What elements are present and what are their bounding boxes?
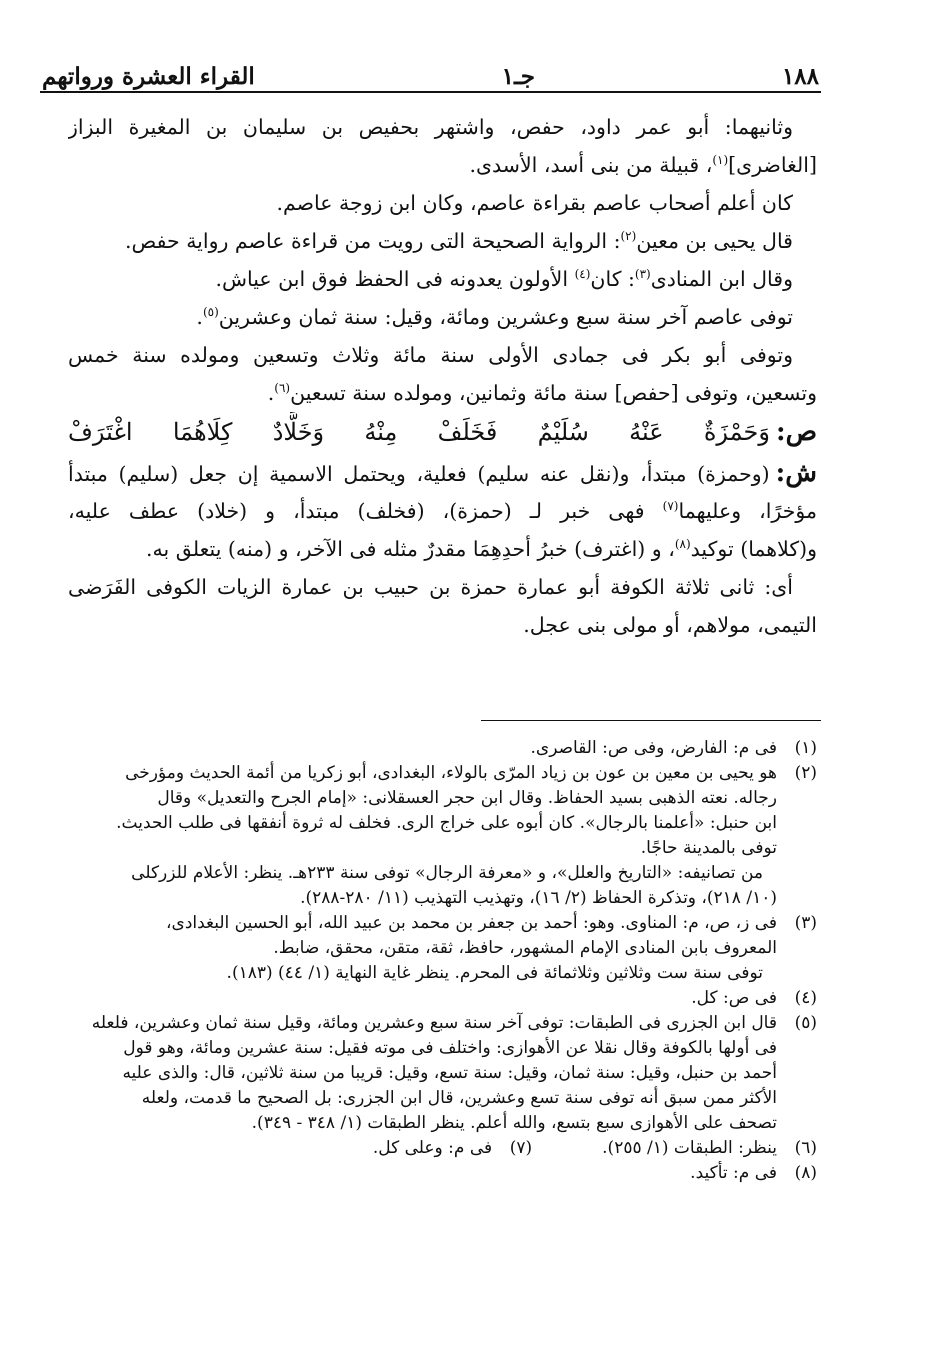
footnote-text: أحمد بن حنبل، وقيل: سنة ثمان، وقيل: سنة تسع، وقيل: قريبا من سنة ثلاثين، قال: والذى عليه [122,1063,777,1083]
footnote-ref: (٦) [274,381,291,396]
page-number: ١٨٨ [781,63,819,90]
footnote-text: ابن حنبل: «أعلمنا بالرجال». كان أبوه على خراج الرى. فخلف له ثروة أنفقها فى طلب الحديث. [116,813,777,833]
running-title: القراء العشرة ورواتهم [42,63,255,90]
text-line [68,336,817,374]
text-line [68,454,817,492]
footnote-ref: (٨) [674,537,691,552]
header-rule [40,91,821,93]
footnote [68,761,817,911]
footnote [68,1011,817,1136]
text: قال يحيى بن معين [636,229,793,253]
footnote-number: (٧) [509,1138,533,1158]
text: وتوفى أبو بكر فى جمادى الأولى سنة مائة وثلاث وتسعين ومولده سنة خمس [68,343,793,367]
volume-label: جـ١ [501,63,535,90]
page-header [42,50,819,90]
text-line [68,146,817,184]
footnote-number: (٥) [794,1013,817,1033]
main-text [68,108,817,644]
footnote-number: (٦) [794,1138,817,1158]
text: أى: ثانى ثلاثة الكوفة أبو عمارة حمزة بن حبيب بن عمارة الزيات الكوفى الفَرَضى [68,575,793,599]
text-line [68,606,817,644]
text: . [196,305,203,329]
text-line [68,184,817,222]
footnote-text: توفى بالمدينة حاجًا. [640,838,777,858]
text-line [68,492,817,530]
footnote [68,911,817,986]
text: مؤخرًا، وعليهما [678,499,817,523]
footnote-rule [481,720,821,721]
footnote [68,736,817,761]
text-line [68,222,817,260]
text: ، و (اغترف) خبرُ أحدِهِمَا مقدرٌ مثله فى الآخر، و (منه) يتعلق به. [146,537,675,561]
footnote [602,1136,817,1161]
text: [الغاضرى] [728,153,817,177]
footnote-ref: (٣) [634,267,651,282]
footnote-text: رجاله. نعته الذهبى بسيد الحفاظ. وقال ابن حجر العسقلانى: «إمام الجرح والتعديل» وقال [157,788,777,808]
sharh-marker: ش: [775,458,817,488]
footnote-ref: (٤) [574,267,591,282]
footnote-text: تصحف على الأهوازى سبع بتسع، والله أعلم. ينظر الطبقات (١/ ٣٤٨ - ٣٤٩). [251,1113,777,1133]
footnote-number: (٤) [794,988,817,1008]
footnote-row [68,1136,817,1161]
text: فهى خبر لـ (حمزة)، (فخلف) مبتدأ، و (خلاد) عطف عليه، [68,499,663,523]
text-line [68,108,817,146]
text: . [267,381,275,405]
verse-line [68,412,817,454]
footnote-number: (١) [794,738,817,758]
text: ، قبيلة من بنى أسد، الأسدى. [469,153,713,177]
footnote-text: فى م: تأكيد. [690,1163,777,1183]
text: وتسعين، وتوفى [حفص] سنة مائة وثمانين، ومولده سنة تسعين [290,381,817,405]
footnote-text: هو يحيى بن معين بن عون بن زياد المرّى بالولاء، البغدادى، أبو زكريا من أئمة الحديث ومؤرخى [125,763,777,783]
footnote-ref: (٧) [662,499,679,514]
footnote-text: فى ص: كل. [691,988,777,1008]
footnote-text: توفى سنة ست وثلاثين وثلاثمائة فى المحرم. ينظر غاية النهاية (١/ ٤٤) (١٨٣). [226,963,763,983]
text-line [68,568,817,606]
footnote-text: فى م: وعلى كل. [372,1138,493,1158]
verse-text: وَحَمْزَةٌ عَنْهُ سُلَيْمٌ فَخَلَفْ مِنْهُ وَخَلَّادٌ كِلَاهُمَا اغْتَرَفْ [68,418,770,446]
footnote [373,1136,532,1161]
footnote-text: فى م: الفارض، وفى ص: القاصرى. [530,738,777,758]
footnote-number: (٣) [794,913,817,933]
verse-marker: ص: [775,417,817,447]
text-line [68,374,817,412]
footnote-text: قال ابن الجزرى فى الطبقات: توفى آخر سنة سبع وعشرين ومائة، وقيل سنة ثمان وعشرين، فلعله [91,1013,777,1033]
footnote-ref: (٢) [620,229,637,244]
text: : كان [590,267,635,291]
footnote-text: الأكثر ممن سبق أنه توفى سنة تسع وعشرين، قال ابن الجزرى: بل الصحيح ما قدمت، ولعله [141,1088,777,1108]
text: توفى عاصم آخر سنة سبع وعشرين ومائة، وقيل: سنة ثمان وعشرين [218,305,793,329]
text: : الرواية الصحيحة التى رويت من قراءة عاصم رواية حفص. [125,229,621,253]
footnote-ref: (١) [712,153,729,168]
footnote-ref: (٥) [202,305,219,320]
text-line [68,260,817,298]
text: (وحمزة) مبتدأ، و(نقل عنه سليم) فعلية، ويحتمل الاسمية إن جعل (سليم) مبتدأ [68,462,770,486]
footnote-text: فى ز، ص، م: المناوى. وهو: أحمد بن جعفر بن محمد بن عبيد الله، أبو الحسين البغدادى، [166,913,777,933]
footnote-text: المعروف بابن المنادى الإمام المشهور، حافظ، ثقة، متقن، محقق، ضابط. [273,938,777,958]
footnotes [68,736,817,1186]
footnote [68,1161,817,1186]
text: التيمى، مولاهم، أو مولى بنى عجل. [523,613,817,637]
footnote-text: فى أولها بالكوفة وقال نقلا عن الأهوازى: واختلف فى موته فقيل: سنة عشرين ومائة، وهو قول [123,1038,777,1058]
text: الأولون يعدونه فى الحفظ فوق ابن عياش. [215,267,575,291]
footnote-text: (١٠/ ٢١٨)، وتذكرة الحفاظ (٢/ ١٦)، وتهذيب التهذيب (١١/ ٢٨٠-٢٨٨). [300,888,777,908]
text: كان أعلم أصحاب عاصم بقراءة عاصم، وكان ابن زوجة عاصم. [276,191,793,215]
footnote [68,986,817,1011]
footnote-text: من تصانيفه: «التاريخ والعلل»، و «معرفة الرجال» توفى سنة ٢٣٣هـ. ينظر: الأعلام للزركلى [131,863,763,883]
text: و(كلاهما) توكيد [690,537,817,561]
footnote-number: (٨) [794,1163,817,1183]
footnote-text: ينظر: الطبقات (١/ ٢٥٥). [602,1138,777,1158]
text: وثانيهما: أبو عمر داود، حفص، واشتهر بحفيص بن سليمان بن المغيرة البزاز [68,115,793,139]
text-line [68,298,817,336]
footnote-number: (٢) [794,763,817,783]
text: وقال ابن المنادى [650,267,793,291]
text-line [68,530,817,568]
